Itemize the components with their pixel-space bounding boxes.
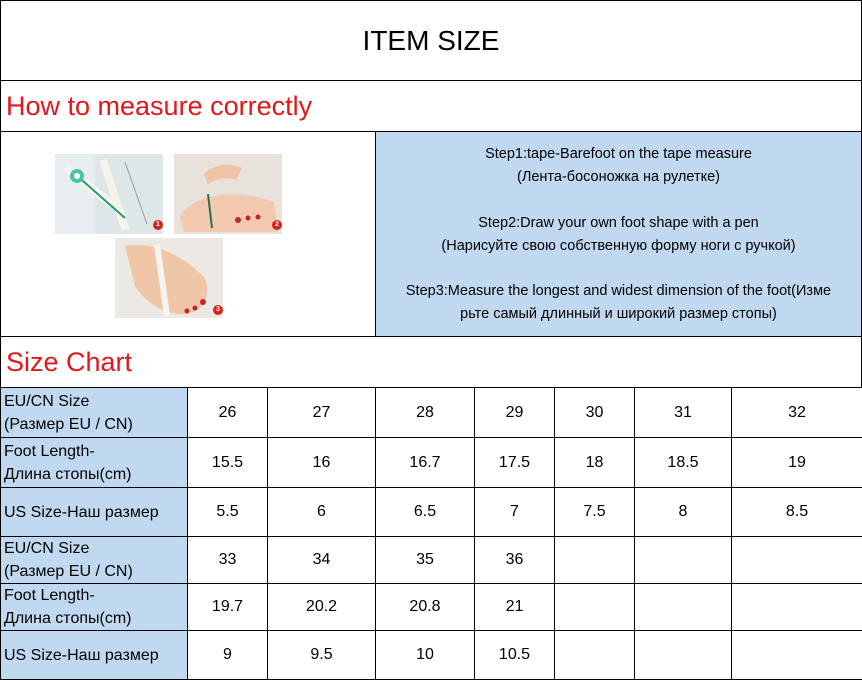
how-to-measure-heading: How to measure correctly [0,81,862,131]
table-cell: 32 [732,388,862,438]
table-cell [555,631,635,680]
table-row [1,631,862,680]
size-chart-table [0,387,862,680]
table-row [1,488,862,537]
step-1 [376,132,861,201]
table-cell: 20.2 [268,584,376,631]
row-label [1,584,188,631]
table-row [1,438,862,488]
table-cell: 6.5 [376,488,475,537]
table-cell: 10.5 [475,631,555,680]
row-label-line-1: Foot Length- [4,442,95,460]
table-cell: 9.5 [268,631,376,680]
step-2 [376,200,861,270]
row-label [1,537,188,584]
table-cell [635,631,732,680]
table-cell: 33 [188,537,268,584]
row-label-line-2: (Размер EU / CN) [4,415,133,433]
measure-section [0,131,862,337]
table-cell: 8 [635,488,732,537]
table-row [1,584,862,631]
step-3 [376,269,861,336]
table-cell: 21 [475,584,555,631]
table-cell: 36 [475,537,555,584]
table-cell [732,631,862,680]
table-cell: 5.5 [188,488,268,537]
table-cell: 19.7 [188,584,268,631]
table-cell: 16 [268,438,376,488]
page-title: ITEM SIZE [0,0,862,81]
table-cell: 9 [188,631,268,680]
step-badge-1-icon: 1 [153,220,163,230]
step-badge-3-icon: 3 [213,305,223,315]
table-cell: 31 [635,388,732,438]
table-cell: 18 [555,438,635,488]
table-row [1,537,862,584]
table-cell: 28 [376,388,475,438]
step-1-english: Step1:tape-Barefoot on the tape measure [485,146,752,162]
table-cell: 19 [732,438,862,488]
table-cell: 35 [376,537,475,584]
table-cell: 8.5 [732,488,862,537]
table-cell: 17.5 [475,438,555,488]
table-row [1,388,862,438]
measure-photos [1,132,376,336]
table-cell: 10 [376,631,475,680]
table-cell: 7 [475,488,555,537]
table-cell: 15.5 [188,438,268,488]
size-chart-heading: Size Chart [0,337,862,387]
row-label-line-1: Foot Length- [4,587,95,604]
table-cell [635,537,732,584]
step-2-english: Step2:Draw your own foot shape with a pen [478,214,759,231]
step-3-english: Step3:Measure the longest and widest dimension of the foot(Изме [405,282,832,299]
table-cell [635,584,732,631]
table-cell: 6 [268,488,376,537]
step-3-russian: рьте самый длинный и широкий размер стопы) [460,305,777,322]
table-cell: 27 [268,388,376,438]
step-badge-2-icon: 2 [272,220,282,230]
table-cell: 7.5 [555,488,635,537]
foot-outline-photo [174,154,282,234]
table-cell: 30 [555,388,635,438]
table-cell: 26 [188,388,268,438]
row-label [1,388,188,438]
row-label [1,438,188,488]
table-cell: 18.5 [635,438,732,488]
table-cell [732,584,862,631]
foot-width-photo [115,238,223,318]
table-cell [555,584,635,631]
table-cell: 29 [475,388,555,438]
row-label-line-1: US Size-Наш размер [4,646,159,664]
table-cell: 20.8 [376,584,475,631]
tape-measure-photo [55,154,163,234]
table-cell [732,537,862,584]
step-2-russian: (Нарисуйте свою собственную форму ноги с ручкой) [441,237,796,254]
row-label-line-1: US Size-Наш размер [4,503,159,521]
table-cell: 16.7 [376,438,475,488]
row-label [1,631,188,680]
step-1-russian: (Лента-босоножка на рулетке) [516,169,720,185]
table-cell [555,537,635,584]
table-cell: 34 [268,537,376,584]
row-label-line-1: EU/CN Size [4,392,90,410]
row-label-line-2: (Размер EU / CN) [4,563,133,580]
row-label [1,488,188,537]
row-label-line-2: Длина стопы(cm) [4,610,132,627]
row-label-line-1: EU/CN Size [4,540,90,557]
row-label-line-2: Длина стопы(cm) [4,465,132,483]
